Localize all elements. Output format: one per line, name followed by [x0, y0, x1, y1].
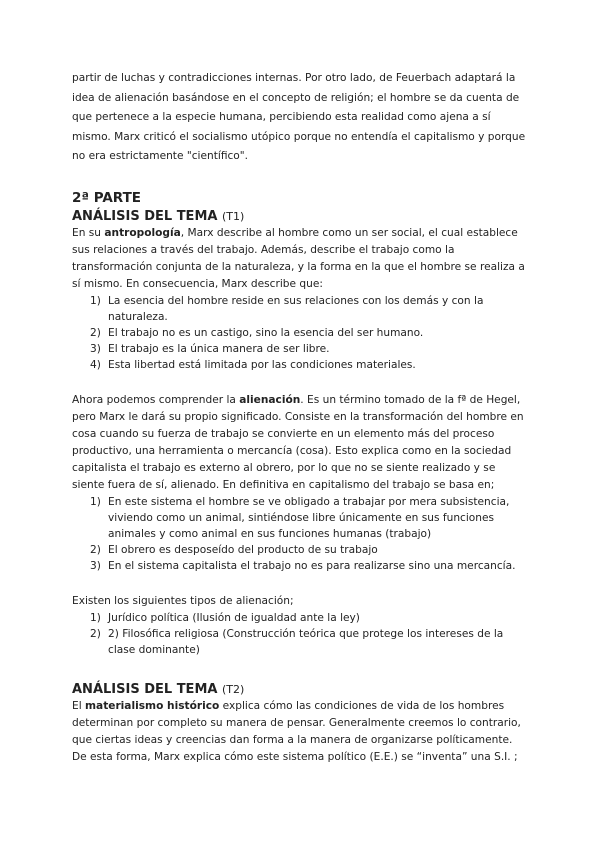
anthropology-paragraph	[72, 225, 528, 293]
list-number: 2)	[90, 543, 101, 556]
list-item	[72, 542, 528, 558]
document-page	[72, 69, 528, 766]
part-title: 2ª PARTE	[72, 189, 142, 206]
list-number: 3)	[90, 559, 101, 572]
spacer	[72, 574, 528, 593]
list-number: 3)	[90, 342, 101, 355]
list-number: 2)	[90, 326, 101, 339]
text-run: . Es un término tomado de la fª de Hegel, pero Marx le dará su propio significado. Consiste en la transformación del hombre en cosa cuando su fuerza de trabajo se convierte en un elemento más del proceso productivo, una herramienta o mercancía (cosa). Esto explica como en la sociedad capitalista el trabajo es externo al obrero, por lo que no se siente realizado y se siente fuera de sí, alienado. En definitiva en capitalismo del trabajo se basa en;	[72, 393, 524, 491]
text-run: Ahora podemos comprender la	[72, 393, 240, 406]
list-item	[72, 357, 528, 373]
list-text: El trabajo no es un castigo, sino la esencia del ser humano.	[108, 326, 424, 339]
list-text: En el sistema capitalista el trabajo no es para realizarse sino una mercancía.	[108, 559, 516, 572]
list-item	[72, 494, 528, 542]
list-number: 1)	[90, 611, 101, 624]
list-number: 4)	[90, 358, 101, 371]
list-text: El obrero es desposeído del producto de su trabajo	[108, 543, 378, 556]
list-text: El trabajo es la única manera de ser libre.	[108, 342, 330, 355]
essence-list	[72, 293, 528, 373]
section2-heading	[72, 681, 528, 698]
historical-materialism-paragraph	[72, 698, 528, 766]
alienation-types-intro: Existen los siguientes tipos de alienación;	[72, 594, 294, 607]
text-run: , Marx describe al hombre como un ser social, el cual establece sus relaciones a través del trabajo. Además, describe el trabajo como la transformación conjunta de la naturaleza, y la forma en la que el hombre se realiza a sí mismo. En consecuencia, Marx describe que:	[72, 226, 525, 290]
list-item	[72, 626, 528, 658]
list-number: 1)	[90, 495, 101, 508]
list-text: Esta libertad está limitada por las condiciones materiales.	[108, 358, 416, 371]
list-item	[72, 293, 528, 325]
list-number: 2)	[90, 627, 101, 640]
section2-tag: (T2)	[221, 682, 245, 696]
text-run: explica cómo las condiciones de vida de los hombres determinan por completo su manera de pensar. Generalmente creemos lo contrario, que ciertas ideas y creencias dan forma a la manera de organizarse políticamente. De esta forma, Marx explica cómo este sistema político (E.E.) se “inventa” una S.I. ;	[72, 699, 521, 763]
alienation-paragraph	[72, 392, 528, 494]
list-text: La esencia del hombre reside en sus relaciones con los demás y con la naturaleza.	[108, 294, 484, 323]
list-item	[72, 610, 528, 626]
spacer	[72, 658, 528, 680]
capitalism-list	[72, 494, 528, 574]
text-run: En su	[72, 226, 105, 239]
list-item	[72, 341, 528, 357]
section1-tag: (T1)	[221, 209, 245, 223]
list-text: Jurídico política (Ilusión de igualdad ante la ley)	[108, 611, 360, 624]
list-number: 1)	[90, 294, 101, 307]
intro-paragraph: partir de luchas y contradicciones internas. Por otro lado, de Feuerbach adaptará la idea de alienación basándose en el concepto de religión; el hombre se da cuenta de que pertenece a la especie humana, percibiendo esta realidad como ajena a sí mismo. Marx criticó el socialismo utópico porque no entendía el capitalismo y porque no era estrictamente "científico".	[72, 72, 526, 162]
alienation-term: alienación	[239, 393, 301, 406]
list-text: En este sistema el hombre se ve obligado a trabajar por mera subsistencia, viviendo como un animal, sintiéndose libre únicamente en sus funciones animales y como animal en sus funciones humanas (trabajo)	[108, 495, 510, 540]
list-text: 2) Filosófica religiosa (Construcción teórica que protege los intereses de la clase dominante)	[108, 627, 504, 656]
historical-materialism-term: materialismo histórico	[85, 699, 220, 712]
text-run: El	[72, 699, 86, 712]
section1-heading	[72, 208, 528, 225]
section2-title: ANÁLISIS DEL TEMA	[72, 681, 218, 697]
list-item	[72, 558, 528, 574]
section1-title: ANÁLISIS DEL TEMA	[72, 208, 218, 224]
list-item	[72, 325, 528, 341]
alienation-types-list	[72, 610, 528, 658]
spacer	[72, 373, 528, 392]
anthropology-term: antropología	[104, 226, 181, 239]
